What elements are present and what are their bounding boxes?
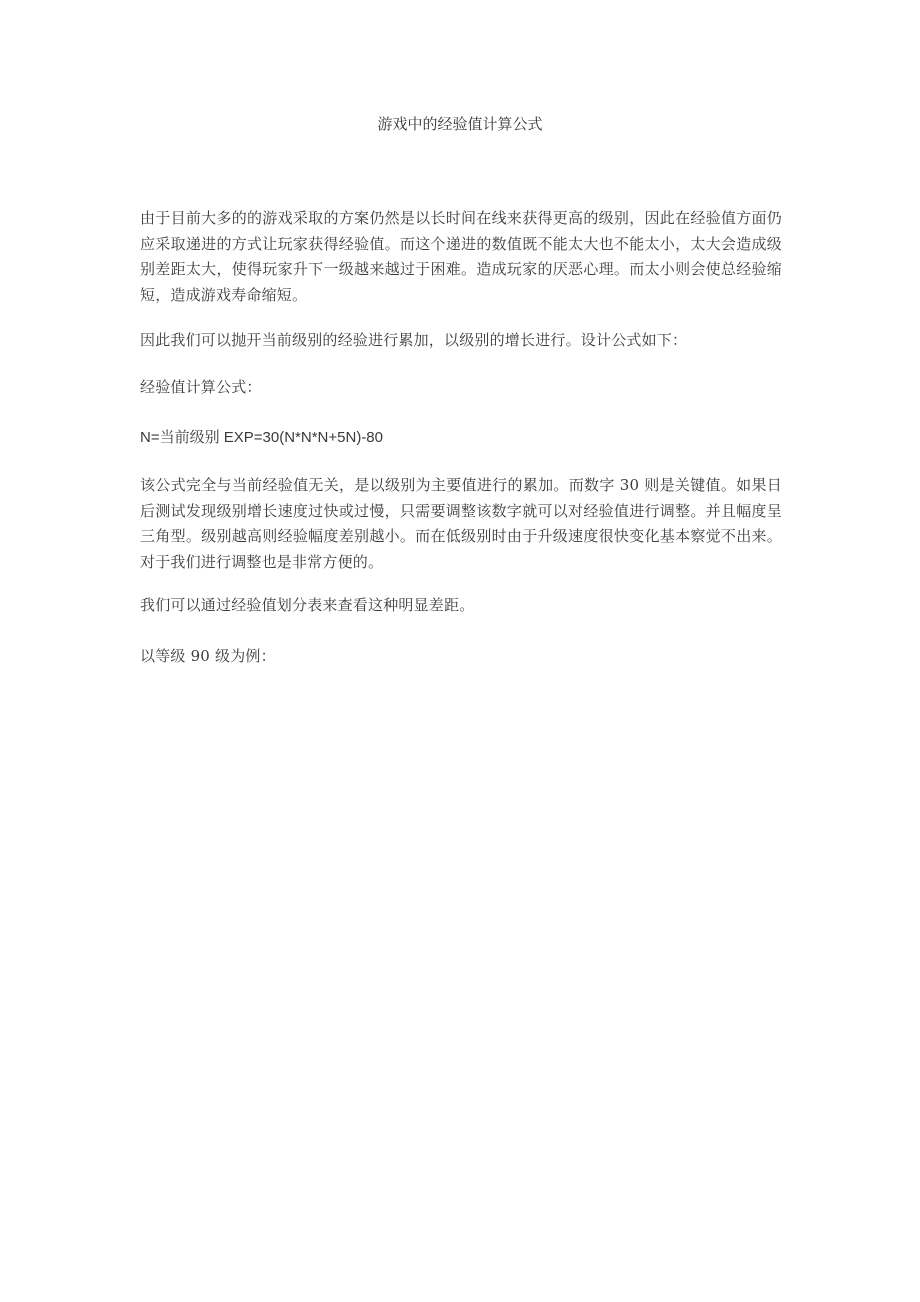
document-title: 游戏中的经验值计算公式	[377, 115, 543, 133]
formula-line: N=当前级别 EXP=30(N*N*N+5N)-80	[140, 429, 383, 446]
paragraph-table-intro: 我们可以通过经验值划分表来查看这种明显差距。	[140, 596, 475, 614]
paragraph-example: 以等级 90 级为例：	[140, 647, 276, 665]
paragraph-design: 因此我们可以抛开当前级别的经验进行累加，以级别的增长进行。设计公式如下：	[140, 331, 688, 349]
paragraph-formula-heading: 经验值计算公式：	[140, 378, 262, 396]
paragraph-intro: 由于目前大多的的游戏采取的方案仍然是以长时间在线来获得更高的级别，因此在经验值方面仍应采取递进的方式让玩家获得经验值。而这个递进的数值既不能太大也不能太小，太大会造成级别差距太大，使得玩家升下一级越来越过于困难。造成玩家的厌恶心理。而太小则会使总经验缩短，造成游戏寿命缩短。	[140, 209, 782, 304]
paragraph-explanation: 该公式完全与当前经验值无关，是以级别为主要值进行的累加。而数字 30 则是关键值。如果日后测试发现级别增长速度过快或过慢，只需要调整该数字就可以对经验值进行调整。并且幅度呈三角型。级别越高则经验幅度差别越小。而在低级别时由于升级速度很快变化基本察觉不出来。对于我们进行调整也是非常方便的。	[140, 476, 782, 571]
